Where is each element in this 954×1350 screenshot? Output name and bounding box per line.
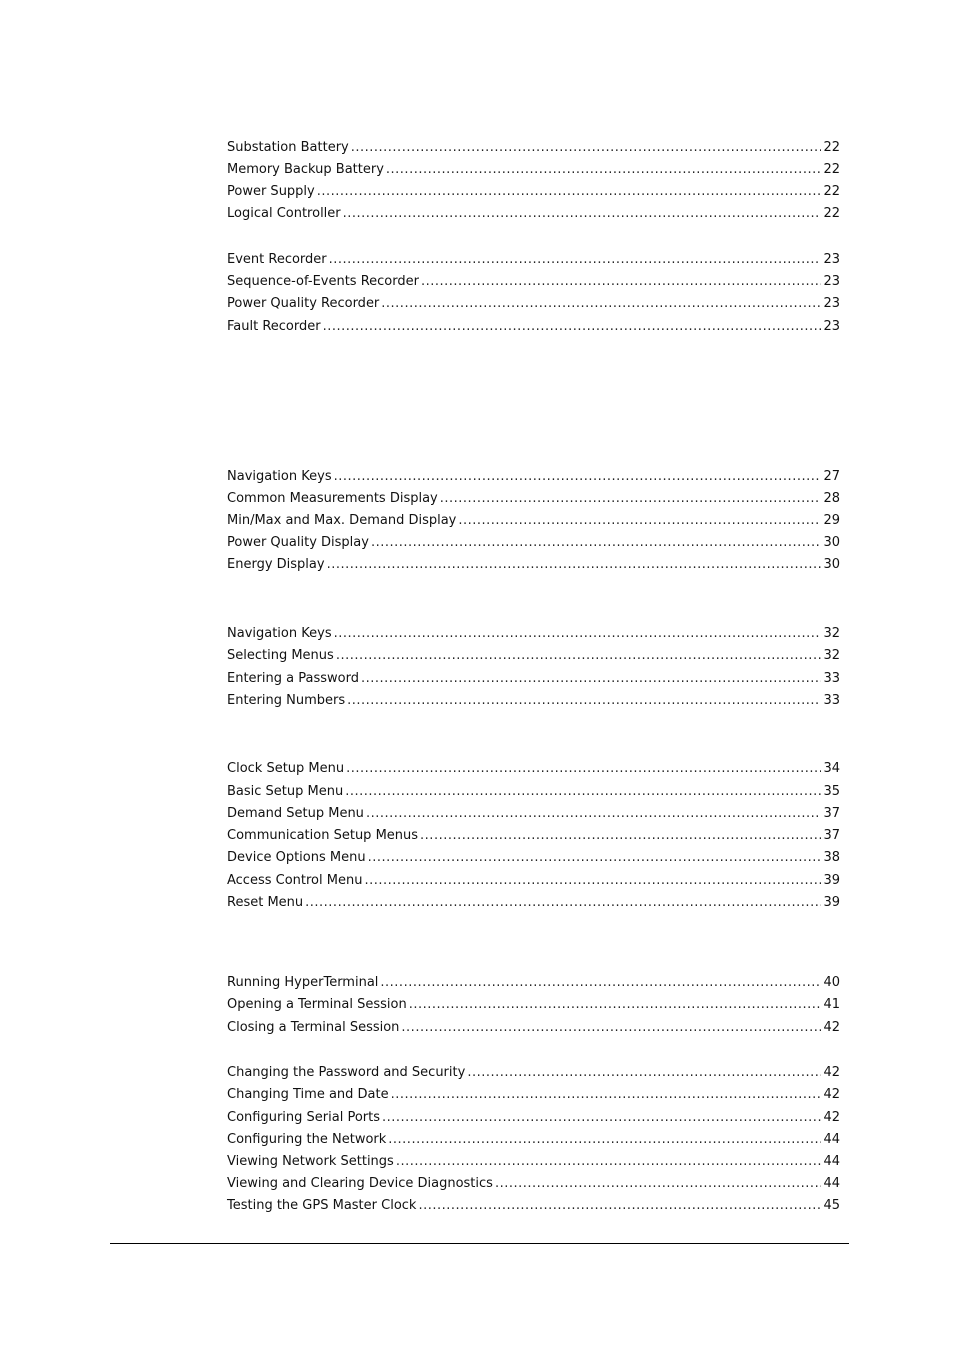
toc-leader-dots (386, 162, 822, 178)
toc-leader-dots (336, 648, 822, 664)
toc-entry[interactable] (227, 1128, 840, 1148)
toc-entry-page: 37 (823, 806, 840, 821)
toc-leader-dots (381, 296, 821, 312)
toc-leader-dots (371, 535, 822, 551)
toc-entry-page: 30 (823, 535, 840, 550)
toc-entry-title: Changing Time and Date (227, 1087, 389, 1102)
toc-entry-title: Fault Recorder (227, 319, 321, 334)
toc-entry-title: Navigation Keys (227, 626, 332, 641)
toc-entry-title: Navigation Keys (227, 469, 332, 484)
toc-entry-page: 39 (823, 895, 840, 910)
toc-entry-page: 41 (823, 997, 840, 1012)
toc-entry-page: 42 (823, 1087, 840, 1102)
toc-entry-page: 27 (823, 469, 840, 484)
toc-entry-page: 22 (823, 162, 840, 177)
toc-entry[interactable] (227, 158, 840, 178)
toc-entry-page: 23 (823, 296, 840, 311)
toc-entry-title: Configuring the Network (227, 1132, 387, 1147)
toc-entry[interactable] (227, 689, 840, 709)
toc-entry[interactable] (227, 780, 840, 800)
toc-entry-page: 22 (823, 206, 840, 221)
toc-entry[interactable] (227, 1194, 840, 1214)
toc-leader-dots (380, 975, 821, 991)
toc-entry[interactable] (227, 465, 840, 485)
toc-entry[interactable] (227, 971, 840, 991)
toc-entry-title: Viewing and Clearing Device Diagnostics (227, 1176, 493, 1191)
toc-entry[interactable] (227, 1016, 840, 1036)
toc-leader-dots (409, 997, 822, 1013)
toc-entry[interactable] (227, 993, 840, 1013)
toc-entry[interactable] (227, 292, 840, 312)
toc-entry-page: 44 (823, 1154, 840, 1169)
toc-entry[interactable] (227, 869, 840, 889)
toc-entry-title: Device Options Menu (227, 850, 366, 865)
toc-leader-dots (343, 206, 822, 222)
toc-entry[interactable] (227, 1172, 840, 1192)
toc-entry-page: 39 (823, 873, 840, 888)
toc-entry-title: Clock Setup Menu (227, 761, 345, 776)
toc-leader-dots (327, 557, 822, 573)
toc-entry-title: Event Recorder (227, 252, 327, 267)
toc-entry-title: Reset Menu (227, 895, 304, 910)
toc-leader-dots (396, 1154, 822, 1170)
toc-entry-page: 22 (823, 184, 840, 199)
toc-leader-dots (317, 184, 822, 200)
toc-leader-dots (366, 806, 822, 822)
toc-entry-title: Logical Controller (227, 206, 341, 221)
toc-entry-title: Testing the GPS Master Clock (227, 1198, 417, 1213)
toc-leader-dots (458, 513, 821, 529)
toc-leader-dots (305, 895, 821, 911)
toc-entry-title: Substation Battery (227, 140, 349, 155)
toc-entry-page: 23 (823, 274, 840, 289)
toc-entry-title: Closing a Terminal Session (227, 1020, 400, 1035)
toc-leader-dots (391, 1087, 822, 1103)
toc-leader-dots (401, 1020, 821, 1036)
toc-entry-page: 28 (823, 491, 840, 506)
toc-leader-dots (418, 1198, 821, 1214)
toc-entry-title: Entering a Password (227, 671, 359, 686)
toc-leader-dots (334, 469, 822, 485)
toc-entry[interactable] (227, 891, 840, 911)
toc-entry-title: Access Control Menu (227, 873, 363, 888)
toc-entry-title: Opening a Terminal Session (227, 997, 407, 1012)
toc-entry-title: Demand Setup Menu (227, 806, 364, 821)
toc-entry-page: 44 (823, 1132, 840, 1147)
toc-entry-page: 23 (823, 252, 840, 267)
toc-leader-dots (421, 274, 821, 290)
toc-leader-dots (361, 671, 822, 687)
toc-entry[interactable] (227, 1106, 840, 1126)
toc-entry[interactable] (227, 644, 840, 664)
toc-entry[interactable] (227, 248, 840, 268)
toc-entry-title: Running HyperTerminal (227, 975, 379, 990)
toc-leader-dots (495, 1176, 822, 1192)
toc-entry-page: 40 (823, 975, 840, 990)
toc-entry[interactable] (227, 531, 840, 551)
toc-entry-title: Entering Numbers (227, 693, 346, 708)
toc-entry[interactable] (227, 487, 840, 507)
toc-entry[interactable] (227, 622, 840, 642)
toc-entry-title: Power Quality Recorder (227, 296, 380, 311)
toc-entry[interactable] (227, 757, 840, 777)
toc-entry-page: 30 (823, 557, 840, 572)
toc-entry-title: Basic Setup Menu (227, 784, 344, 799)
toc-entry-page: 42 (823, 1065, 840, 1080)
toc-entry-page: 29 (823, 513, 840, 528)
toc-entry[interactable] (227, 136, 840, 156)
toc-entry-page: 38 (823, 850, 840, 865)
toc-entry[interactable] (227, 802, 840, 822)
toc-entry-title: Common Measurements Display (227, 491, 438, 506)
toc-entry-title: Changing the Password and Security (227, 1065, 466, 1080)
toc-entry[interactable] (227, 824, 840, 844)
toc-entry-page: 22 (823, 140, 840, 155)
toc-entry-title: Energy Display (227, 557, 325, 572)
toc-entry-page: 34 (823, 761, 840, 776)
toc-entry[interactable] (227, 667, 840, 687)
toc-entry[interactable] (227, 1083, 840, 1103)
toc-leader-dots (347, 693, 821, 709)
toc-entry[interactable] (227, 270, 840, 290)
toc-entry-page: 37 (823, 828, 840, 843)
toc-leader-dots (323, 319, 822, 335)
toc-leader-dots (364, 873, 821, 889)
toc-entry-page: 44 (823, 1176, 840, 1191)
toc-entry-title: Power Quality Display (227, 535, 369, 550)
toc-entry-title: Selecting Menus (227, 648, 334, 663)
toc-entry[interactable] (227, 846, 840, 866)
toc-entry-page: 33 (823, 671, 840, 686)
toc-entry-page: 32 (823, 648, 840, 663)
toc-entry-page: 45 (823, 1198, 840, 1213)
toc-leader-dots (420, 828, 821, 844)
toc-entry[interactable] (227, 509, 840, 529)
toc-entry-page: 35 (823, 784, 840, 799)
toc-entry[interactable] (227, 202, 840, 222)
toc-entry[interactable] (227, 553, 840, 573)
toc-entry-title: Configuring Serial Ports (227, 1110, 380, 1125)
toc-leader-dots (351, 140, 822, 156)
toc-entry[interactable] (227, 315, 840, 335)
toc-entry[interactable] (227, 180, 840, 200)
toc-entry-page: 42 (823, 1110, 840, 1125)
toc-leader-dots (440, 491, 822, 507)
toc-entry-title: Power Supply (227, 184, 315, 199)
toc-entry[interactable] (227, 1150, 840, 1170)
toc-leader-dots (334, 626, 822, 642)
toc-leader-dots (346, 761, 821, 777)
footer-divider (110, 1243, 849, 1244)
toc-leader-dots (382, 1110, 821, 1126)
toc-entry-title: Viewing Network Settings (227, 1154, 394, 1169)
toc-leader-dots (388, 1132, 821, 1148)
toc-leader-dots (467, 1065, 821, 1081)
toc-entry-title: Min/Max and Max. Demand Display (227, 513, 457, 528)
toc-entry-title: Sequence-of-Events Recorder (227, 274, 419, 289)
toc-entry-page: 33 (823, 693, 840, 708)
toc-leader-dots (345, 784, 821, 800)
toc-leader-dots (329, 252, 822, 268)
toc-leader-dots (368, 850, 822, 866)
toc-entry-page: 42 (823, 1020, 840, 1035)
toc-entry-page: 32 (823, 626, 840, 641)
toc-entry[interactable] (227, 1061, 840, 1081)
toc-entry-title: Memory Backup Battery (227, 162, 384, 177)
toc-entry-page: 23 (823, 319, 840, 334)
toc-entry-title: Communication Setup Menus (227, 828, 419, 843)
